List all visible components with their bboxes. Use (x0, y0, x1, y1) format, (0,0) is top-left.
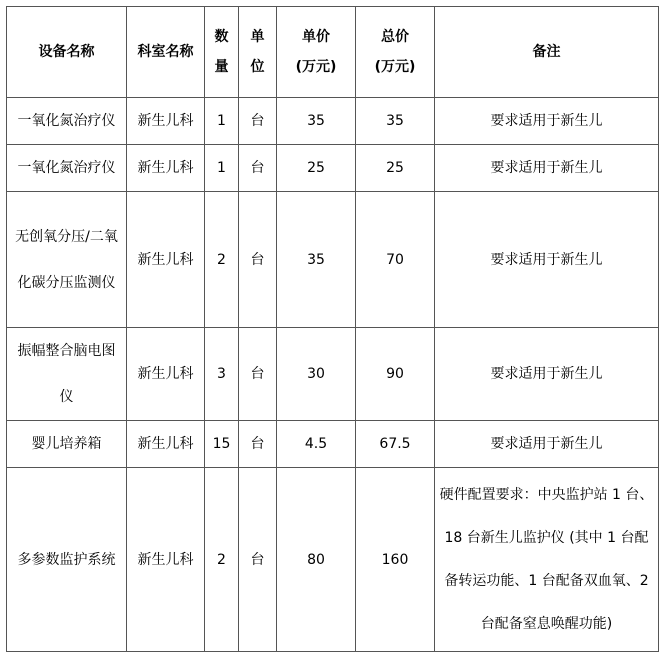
header-dept: 科室名称 (127, 7, 205, 98)
cell-name: 一氧化氮治疗仪 (7, 145, 127, 192)
header-unit-line2: 位 (250, 59, 265, 75)
cell-qty: 1 (205, 145, 239, 192)
cell-unit: 台 (239, 421, 277, 468)
cell-unit: 台 (239, 328, 277, 421)
cell-qty: 3 (205, 328, 239, 421)
cell-note: 硬件配置要求：中央监护站 1 台、18 台新生儿监护仪 (其中 1 台配备转运功能、1 台配备双血氧、2 台配备窒息唤醒功能) (435, 468, 659, 652)
cell-price: 35 (277, 98, 356, 145)
cell-total: 160 (356, 468, 435, 652)
header-unit (239, 7, 277, 98)
cell-qty: 2 (205, 192, 239, 328)
table-row (7, 145, 659, 192)
cell-note: 要求适用于新生儿 (435, 421, 659, 468)
cell-dept: 新生儿科 (127, 328, 205, 421)
header-unit-line1: 单 (250, 29, 265, 45)
header-total-line1: 总价 (381, 29, 409, 45)
cell-dept: 新生儿科 (127, 468, 205, 652)
cell-price: 25 (277, 145, 356, 192)
equipment-table (6, 6, 659, 652)
cell-name: 振幅整合脑电图仪 (7, 328, 127, 421)
header-note: 备注 (435, 7, 659, 98)
header-total-line2: (万元) (374, 59, 416, 75)
cell-dept: 新生儿科 (127, 421, 205, 468)
cell-unit: 台 (239, 145, 277, 192)
cell-name: 多参数监护系统 (7, 468, 127, 652)
cell-name: 婴儿培养箱 (7, 421, 127, 468)
cell-unit: 台 (239, 192, 277, 328)
cell-qty: 15 (205, 421, 239, 468)
cell-total: 25 (356, 145, 435, 192)
header-total (356, 7, 435, 98)
header-price (277, 7, 356, 98)
cell-dept: 新生儿科 (127, 98, 205, 145)
cell-qty: 2 (205, 468, 239, 652)
cell-unit: 台 (239, 98, 277, 145)
cell-qty: 1 (205, 98, 239, 145)
cell-dept: 新生儿科 (127, 192, 205, 328)
cell-price: 35 (277, 192, 356, 328)
cell-unit: 台 (239, 468, 277, 652)
cell-total: 35 (356, 98, 435, 145)
cell-name: 一氧化氮治疗仪 (7, 98, 127, 145)
table-row (7, 421, 659, 468)
cell-total: 70 (356, 192, 435, 328)
cell-price: 30 (277, 328, 356, 421)
table-row (7, 192, 659, 328)
table-header-row (7, 7, 659, 98)
table-row (7, 328, 659, 421)
header-name: 设备名称 (7, 7, 127, 98)
table-row (7, 98, 659, 145)
cell-note: 要求适用于新生儿 (435, 328, 659, 421)
cell-price: 80 (277, 468, 356, 652)
cell-name: 无创氧分压/二氧化碳分压监测仪 (7, 192, 127, 328)
header-qty (205, 7, 239, 98)
cell-total: 67.5 (356, 421, 435, 468)
cell-note: 要求适用于新生儿 (435, 145, 659, 192)
cell-price: 4.5 (277, 421, 356, 468)
header-price-line2: (万元) (295, 59, 337, 75)
header-qty-line1: 数 (214, 29, 229, 45)
cell-note: 要求适用于新生儿 (435, 192, 659, 328)
cell-note: 要求适用于新生儿 (435, 98, 659, 145)
table-row (7, 468, 659, 652)
header-qty-line2: 量 (214, 59, 229, 75)
header-price-line1: 单价 (302, 29, 330, 45)
cell-dept: 新生儿科 (127, 145, 205, 192)
cell-total: 90 (356, 328, 435, 421)
